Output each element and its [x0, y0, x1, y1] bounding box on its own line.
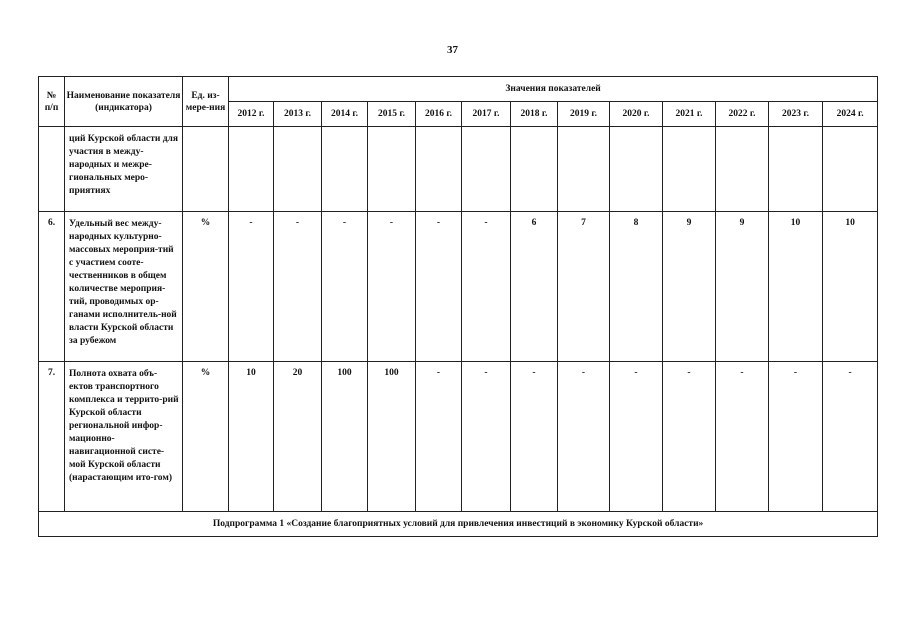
indicators-table [38, 76, 878, 537]
header-year: 2016 г. [416, 102, 462, 127]
row-value: - [416, 362, 462, 512]
row-value: 7 [558, 212, 610, 362]
header-year: 2018 г. [511, 102, 558, 127]
header-year: 2024 г. [823, 102, 878, 127]
page-number: 37 [447, 44, 458, 56]
row-value: 9 [716, 212, 769, 362]
row-value: - [322, 212, 368, 362]
header-name: Наименование показателя (индикатора) [65, 77, 183, 127]
row-value: - [610, 362, 663, 512]
header-row-top [39, 77, 878, 102]
row-value: - [716, 362, 769, 512]
header-year: 2021 г. [663, 102, 716, 127]
row-value: - [462, 212, 511, 362]
header-year: 2012 г. [229, 102, 274, 127]
header-year: 2014 г. [322, 102, 368, 127]
row-unit: % [183, 362, 229, 512]
header-year: 2015 г. [368, 102, 416, 127]
row-value: - [462, 362, 511, 512]
row-value [511, 127, 558, 212]
row-value [229, 127, 274, 212]
subprogram-row [39, 512, 878, 537]
row-value: - [416, 212, 462, 362]
row-value: - [229, 212, 274, 362]
header-year: 2017 г. [462, 102, 511, 127]
table-row [39, 127, 878, 212]
row-value: 20 [274, 362, 322, 512]
row-value [558, 127, 610, 212]
row-value: 10 [823, 212, 878, 362]
row-value [716, 127, 769, 212]
row-value: 10 [229, 362, 274, 512]
row-value [416, 127, 462, 212]
row-name: Удельный вес между-народных культурно-массовых мероприя-тий с участием соотe-чественников в общем количестве мероприя-тий, проводимых ор-ганами исполнитель-ной власти Курской области за рубежом [65, 212, 183, 362]
row-num [39, 127, 65, 212]
row-value: 6 [511, 212, 558, 362]
row-value: - [823, 362, 878, 512]
row-num: 7. [39, 362, 65, 512]
row-value [462, 127, 511, 212]
table-row [39, 212, 878, 362]
row-value [610, 127, 663, 212]
row-value: - [663, 362, 716, 512]
header-year: 2019 г. [558, 102, 610, 127]
row-value: 100 [322, 362, 368, 512]
row-num: 6. [39, 212, 65, 362]
subprogram-title: Подпрограмма 1 «Создание благоприятных условий для привлечения инвестиций в экономику Курской области» [39, 512, 878, 537]
row-value: 100 [368, 362, 416, 512]
row-value [368, 127, 416, 212]
header-year: 2020 г. [610, 102, 663, 127]
row-value: - [769, 362, 823, 512]
header-num: № п/п [39, 77, 65, 127]
row-value: - [274, 212, 322, 362]
row-value [663, 127, 716, 212]
table-row [39, 362, 878, 512]
row-name: ций Курской области для участия в между-народных и межре-гиональных меро-приятиях [65, 127, 183, 212]
row-name: Полнота охвата объ-ектов транспортного комплекса и террито-рий Курской области региональной инфор-мационно-навигационной систе-мой Курской области (нарастающим ито-гом) [65, 362, 183, 512]
row-unit [183, 127, 229, 212]
row-value: - [368, 212, 416, 362]
row-value: 10 [769, 212, 823, 362]
row-value [322, 127, 368, 212]
row-value [823, 127, 878, 212]
row-value: - [511, 362, 558, 512]
row-value [274, 127, 322, 212]
header-year: 2023 г. [769, 102, 823, 127]
row-value: - [558, 362, 610, 512]
row-value: 9 [663, 212, 716, 362]
header-year: 2022 г. [716, 102, 769, 127]
header-year: 2013 г. [274, 102, 322, 127]
header-unit: Ед. из-мере-ния [183, 77, 229, 127]
row-value: 8 [610, 212, 663, 362]
row-unit: % [183, 212, 229, 362]
header-values-group: Значения показателей [229, 77, 878, 102]
row-value [769, 127, 823, 212]
